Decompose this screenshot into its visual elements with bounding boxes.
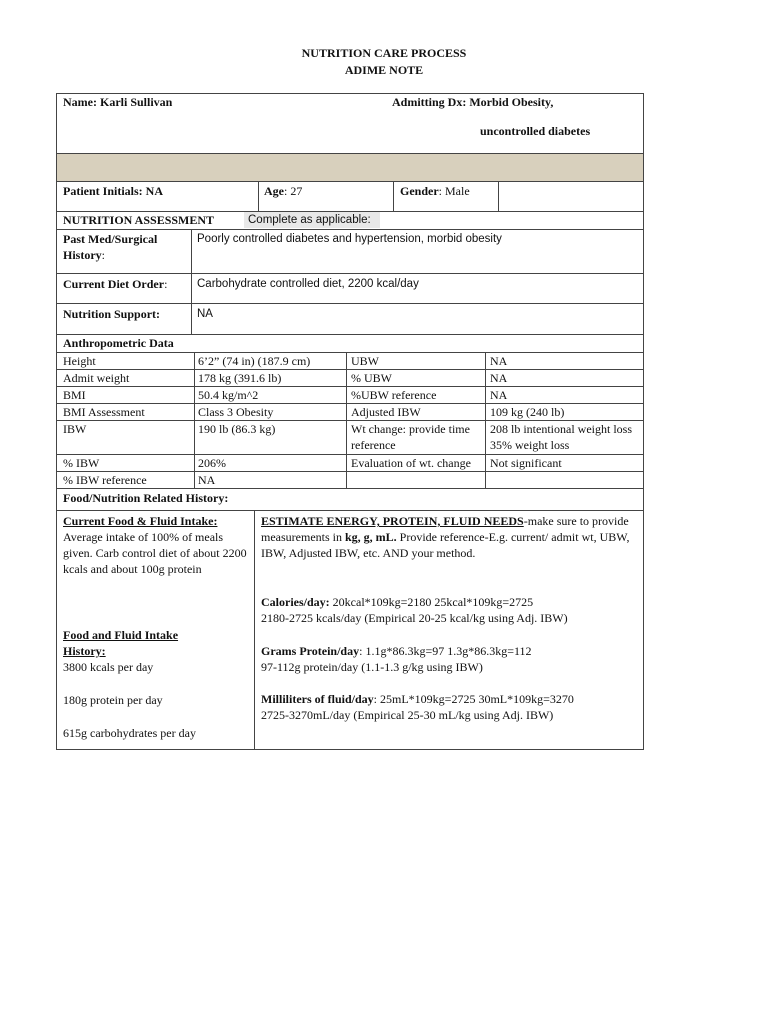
anthro-label: % IBW	[63, 456, 100, 470]
anthro-label: Admit weight	[63, 371, 130, 385]
nutrition-support-label: Nutrition Support:	[63, 307, 161, 321]
past-history-label: Past Med/Surgical History:	[63, 232, 158, 262]
anthropometric-heading: Anthropometric Data	[63, 336, 174, 350]
anthro-label: BMI Assessment	[63, 405, 145, 419]
anthro-value: 109 kg (240 lb)	[490, 405, 565, 419]
anthro-label: Wt change: provide time reference	[351, 422, 470, 452]
estimates-intro: ESTIMATE ENERGY, PROTEIN, FLUID NEEDS-make sure to provide measurements in kg, g, mL. Provide reference-E.g. current/ admit wt, UBW, IBW, Adjusted IBW, etc. AND your method.	[261, 514, 630, 560]
intake-history-heading-2: History:	[63, 644, 106, 658]
anthro-label: IBW	[63, 422, 87, 436]
intake-history-item: 180g protein per day	[63, 693, 163, 707]
protein-range: 97-112g protein/day (1.1-1.3 g/kg using IBW)	[261, 660, 483, 674]
admitting-dx: Admitting Dx: Morbid Obesity,	[392, 95, 554, 109]
anthro-label: % IBW reference	[63, 473, 147, 487]
current-intake-text: Average intake of 100% of meals given. Carb control diet of about 2200 kcals and about 100g protein	[63, 530, 247, 576]
diet-order-value: Carbohydrate controlled diet, 2200 kcal/day	[197, 278, 419, 290]
nutrition-support-value: NA	[197, 308, 213, 320]
anthro-value: Class 3 Obesity	[198, 405, 274, 419]
anthro-label: Height	[63, 354, 96, 368]
nutrition-assessment-heading: NUTRITION ASSESSMENT	[63, 213, 215, 227]
protein-line: Grams Protein/day: 1.1g*86.3kg=97 1.3g*86.3kg=112	[261, 644, 532, 658]
calories-line: Calories/day: 20kcal*109kg=2180 25kcal*109kg=2725	[261, 595, 534, 609]
anthro-label: BMI	[63, 388, 86, 402]
anthro-value: 208 lb intentional weight loss 35% weight loss	[490, 422, 632, 452]
document-subtitle: ADIME NOTE	[344, 63, 424, 77]
anthro-value: NA	[490, 354, 508, 368]
patient-name: Name: Karli Sullivan	[63, 95, 173, 109]
anthro-value: Not significant	[490, 456, 562, 470]
patient-age: Age: 27	[264, 184, 303, 198]
anthro-value: NA	[490, 371, 508, 385]
fluid-line: Milliliters of fluid/day: 25mL*109kg=2725 30mL*109kg=3270	[261, 692, 574, 706]
anthro-value: 206%	[198, 456, 226, 470]
anthro-label: Adjusted IBW	[351, 405, 421, 419]
diet-order-label: Current Diet Order:	[63, 277, 168, 291]
anthro-value: 6’2” (74 in) (187.9 cm)	[198, 354, 311, 368]
anthro-value: 50.4 kg/m^2	[198, 388, 259, 402]
intake-history-item: 615g carbohydrates per day	[63, 726, 196, 740]
anthro-label: Evaluation of wt. change	[351, 456, 471, 470]
document-title: NUTRITION CARE PROCESS	[301, 46, 467, 60]
intake-history-item: 3800 kcals per day	[63, 660, 154, 674]
admitting-dx-line2: uncontrolled diabetes	[480, 124, 591, 138]
anthro-label: UBW	[351, 354, 379, 368]
past-history-value: Poorly controlled diabetes and hypertension, morbid obesity	[197, 233, 502, 245]
complete-note: Complete as applicable:	[248, 214, 371, 226]
anthro-value: 190 lb (86.3 kg)	[198, 422, 276, 436]
anthro-value: NA	[198, 473, 216, 487]
calories-range: 2180-2725 kcals/day (Empirical 20-25 kcal/kg using Adj. IBW)	[261, 611, 568, 625]
anthro-value: 178 kg (391.6 lb)	[198, 371, 282, 385]
anthro-label: %UBW reference	[351, 388, 437, 402]
patient-gender: Gender: Male	[400, 184, 470, 198]
intake-history-heading: Food and Fluid Intake	[63, 628, 179, 642]
patient-initials: Patient Initials: NA	[63, 184, 163, 198]
current-intake-heading: Current Food & Fluid Intake:	[63, 514, 218, 528]
anthro-value: NA	[490, 388, 508, 402]
food-history-heading: Food/Nutrition Related History:	[63, 491, 229, 505]
fluid-range: 2725-3270mL/day (Empirical 25-30 mL/kg using Adj. IBW)	[261, 708, 554, 722]
anthro-label: % UBW	[351, 371, 392, 385]
